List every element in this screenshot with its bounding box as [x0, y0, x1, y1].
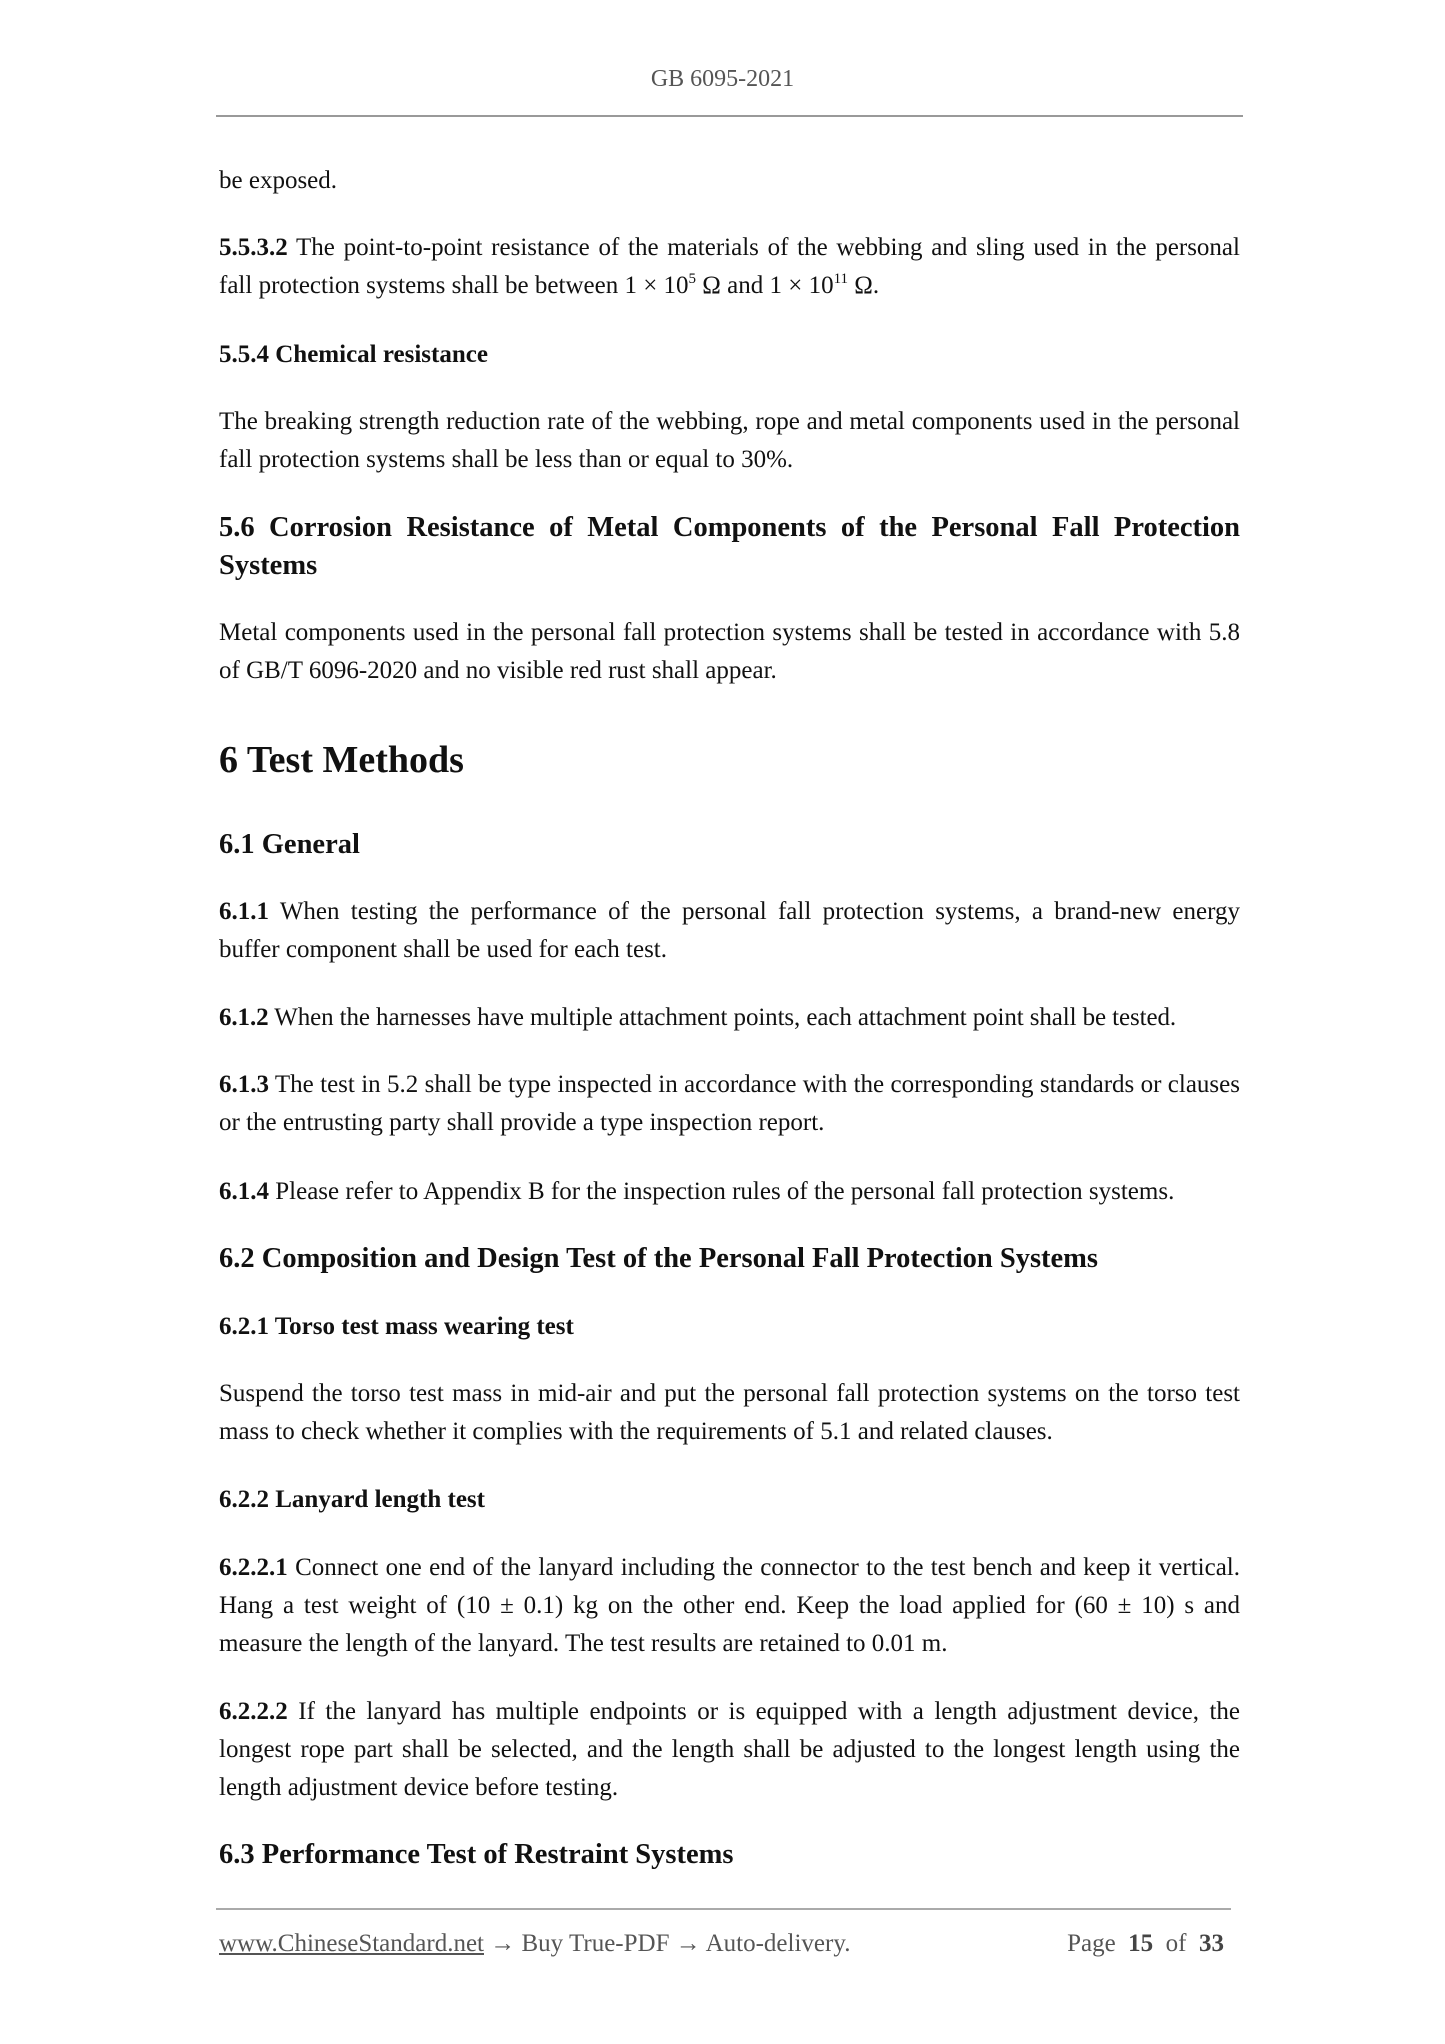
- clause-number: 6.1.1: [219, 898, 269, 925]
- clause-6-1-3: [219, 1066, 1240, 1142]
- heading-5-5-4: 5.5.4 Chemical resistance: [219, 341, 488, 368]
- heading-6-2-1: 6.2.1 Torso test mass wearing test: [219, 1313, 574, 1340]
- heading-6-3: 6.3 Performance Test of Restraint Systems: [219, 1839, 734, 1870]
- clause-6-1-1: [219, 893, 1240, 969]
- clause-text: Connect one end of the lanyard including the connector to the test bench and keep it vertical. Hang a test weight of (10 ± 0.1) kg on the other end. Keep the load applied for (60 ± 10) s and measure the length of the lanyard. The test results are retained to 0.01 m.: [219, 1554, 1241, 1657]
- paragraph-continuation: be exposed.: [219, 167, 338, 194]
- clause-text: When testing the performance of the personal fall protection systems, a brand-new energy buffer component shall be used for each test.: [219, 898, 1240, 963]
- heading-6-1: 6.1 General: [219, 829, 360, 860]
- clause-text: The point-to-point resistance of the materials of the webbing and sling used in the personal fall protection systems shall be between 1 × 10: [219, 234, 1240, 299]
- of-label: of: [1165, 1930, 1187, 1957]
- delivery-text: Auto-delivery.: [705, 1930, 851, 1957]
- paragraph-5-6: Metal components used in the personal fall protection systems shall be tested in accordance with 5.8 of GB/T 6096-2020 and no visible red rust shall appear.: [219, 619, 1240, 684]
- buy-text: Buy True-PDF: [521, 1930, 670, 1957]
- website-link[interactable]: www.ChineseStandard.net: [219, 1930, 484, 1957]
- heading-6-2-2: 6.2.2 Lanyard length test: [219, 1486, 485, 1513]
- current-page: 15: [1128, 1930, 1154, 1957]
- heading-6: 6 Test Methods: [219, 739, 464, 781]
- header-divider: [216, 115, 1243, 117]
- clause-6-1-2: [219, 999, 1245, 1037]
- exponent: 5: [688, 271, 697, 287]
- heading-5-6: 5.6 Corrosion Resistance of Metal Components of the Personal Fall Protection Systems: [219, 512, 1240, 581]
- clause-number: 6.2.2.2: [219, 1698, 288, 1725]
- clause-6-1-4: [219, 1173, 1240, 1211]
- exponent: 11: [833, 271, 849, 287]
- clause-text: Please refer to Appendix B for the inspection rules of the personal fall protection systems.: [275, 1178, 1175, 1205]
- clause-number: 6.1.3: [219, 1071, 269, 1098]
- clause-6-2-2-1: [219, 1549, 1240, 1663]
- clause-text: Ω and 1 × 10: [696, 272, 834, 299]
- paragraph-5-5-4: The breaking strength reduction rate of the webbing, rope and metal components used in the personal fall protection systems shall be less than or equal to 30%.: [219, 408, 1240, 473]
- arrow-right-icon: →: [490, 1930, 516, 1957]
- clause-number: 6.1.4: [219, 1178, 269, 1205]
- paragraph-6-2-1: Suspend the torso test mass in mid-air and put the personal fall protection systems on the torso test mass to check whether it complies with the requirements of 5.1 and related clauses.: [219, 1380, 1240, 1445]
- document-header: GB 6095-2021: [650, 66, 795, 92]
- page-label: Page: [1067, 1930, 1116, 1957]
- clause-text: If the lanyard has multiple endpoints or is equipped with a length adjustment device, the longest rope part shall be selected, and the length shall be adjusted to the longest length using the length adjustment device before testing.: [219, 1698, 1241, 1801]
- arrow-right-icon: →: [675, 1930, 701, 1957]
- heading-6-2: 6.2 Composition and Design Test of the Personal Fall Protection Systems: [219, 1243, 1099, 1274]
- clause-text: When the harnesses have multiple attachment points, each attachment point shall be tested.: [274, 1004, 1177, 1031]
- page-footer: [219, 1930, 1224, 1958]
- clause-number: 5.5.3.2: [219, 234, 288, 261]
- clause-text: The test in 5.2 shall be type inspected in accordance with the corresponding standards or clauses or the entrusting party shall provide a type inspection report.: [219, 1071, 1240, 1136]
- footer-promo: [219, 1930, 850, 1958]
- clause-5-5-3-2: [219, 229, 1240, 305]
- total-pages: 33: [1199, 1930, 1224, 1957]
- clause-number: 6.2.2.1: [219, 1554, 288, 1581]
- clause-text: Ω.: [848, 272, 880, 299]
- footer-divider: [216, 1908, 1231, 1910]
- clause-number: 6.1.2: [219, 1004, 269, 1031]
- clause-6-2-2-2: [219, 1693, 1240, 1807]
- page-number: [1067, 1930, 1224, 1958]
